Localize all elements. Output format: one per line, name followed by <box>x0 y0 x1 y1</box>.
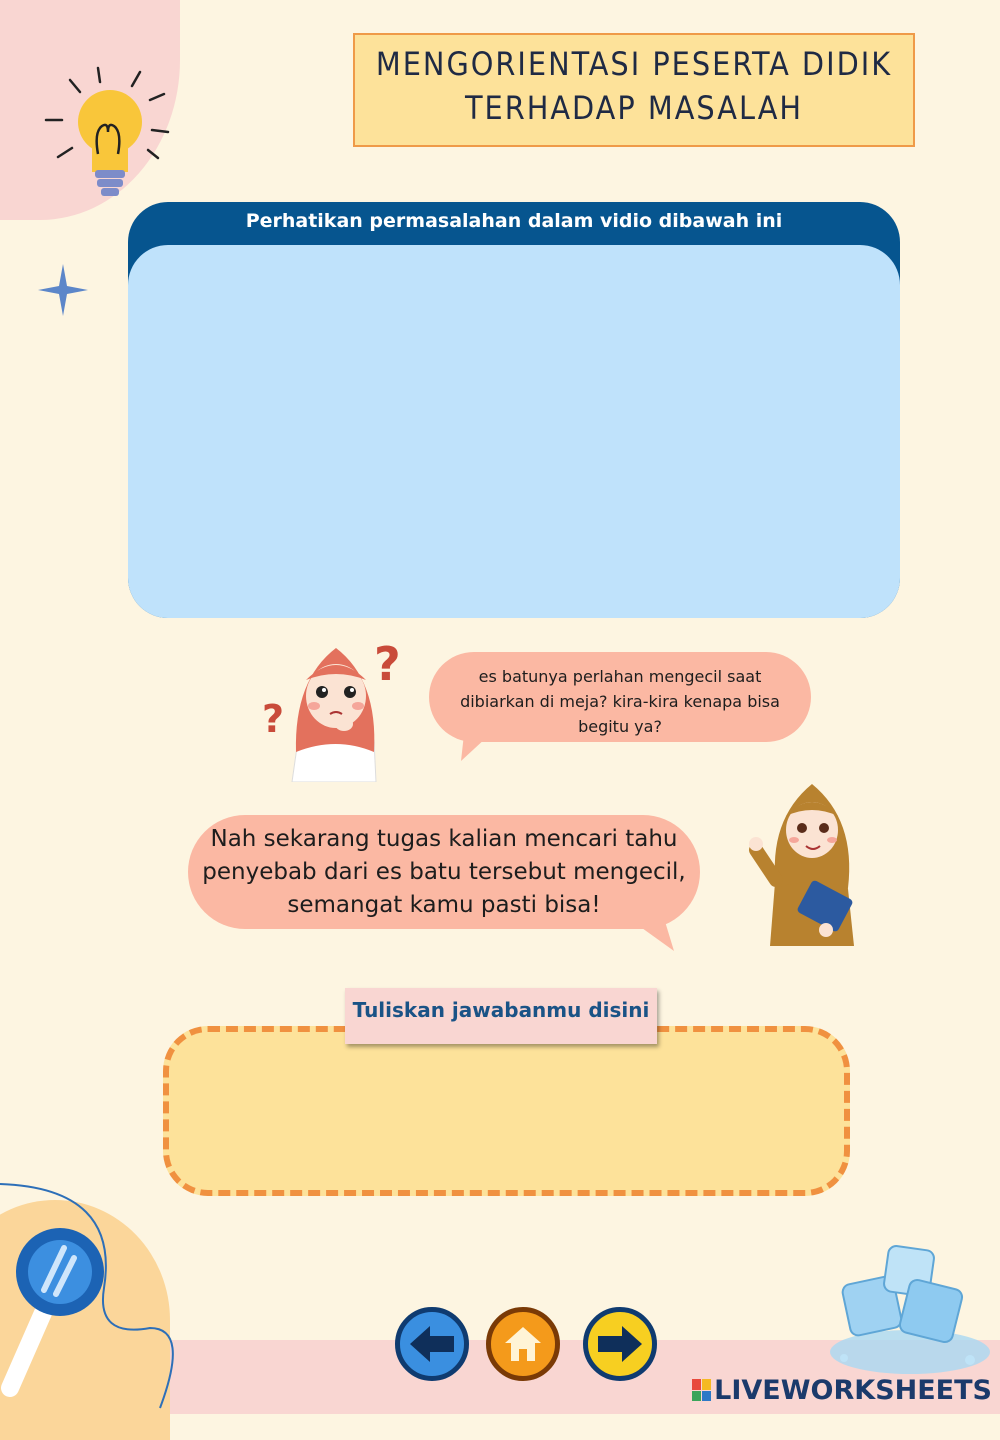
bubble-task-line-1: Nah sekarang tugas kalian mencari tahu <box>210 826 678 852</box>
answer-label: Tuliskan jawabanmu disini <box>345 988 657 1044</box>
arrow-left-icon <box>408 1324 456 1364</box>
brand-name: LIVEWORKSHEETS <box>714 1374 992 1406</box>
arrow-right-icon <box>596 1324 644 1364</box>
home-button[interactable] <box>486 1307 560 1381</box>
lightbulb-icon <box>40 62 175 207</box>
sparkle-icon <box>38 264 88 316</box>
confused-student-illustration <box>256 640 416 782</box>
svg-text:?: ? <box>262 697 285 741</box>
liveworksheets-brand <box>692 1372 992 1408</box>
next-page-button[interactable] <box>583 1307 657 1381</box>
answer-box[interactable] <box>163 1026 850 1196</box>
home-icon <box>503 1325 543 1363</box>
bubble-question-line-2: dibiarkan di meja? kira-kira kenapa bisa <box>460 692 780 711</box>
page-title <box>353 42 915 130</box>
teacher-pointing-illustration <box>742 780 868 946</box>
video-header: Perhatikan permasalahan dalam vidio dibawah ini <box>245 210 783 232</box>
ice-cubes-illustration <box>820 1240 990 1380</box>
speech-bubble-question <box>429 652 811 742</box>
speech-bubble-task <box>188 815 700 929</box>
liveworksheets-logo-icon <box>692 1379 711 1401</box>
svg-text:?: ? <box>374 640 401 691</box>
page-title-line-2: TERHADAP MASALAH <box>464 89 804 127</box>
bubble-task-line-3: semangat kamu pasti bisa! <box>287 892 601 918</box>
bubble-question-line-1: es batunya perlahan mengecil saat <box>478 667 762 686</box>
previous-page-button[interactable] <box>395 1307 469 1381</box>
bubble-task-line-2: penyebab dari es batu tersebut mengecil, <box>202 859 686 885</box>
video-player[interactable] <box>128 245 900 618</box>
page-title-line-1: MENGORIENTASI PESERTA DIDIK <box>375 45 893 83</box>
magnifier-icon <box>0 1178 180 1414</box>
bubble-question-line-3: begitu ya? <box>578 717 662 736</box>
